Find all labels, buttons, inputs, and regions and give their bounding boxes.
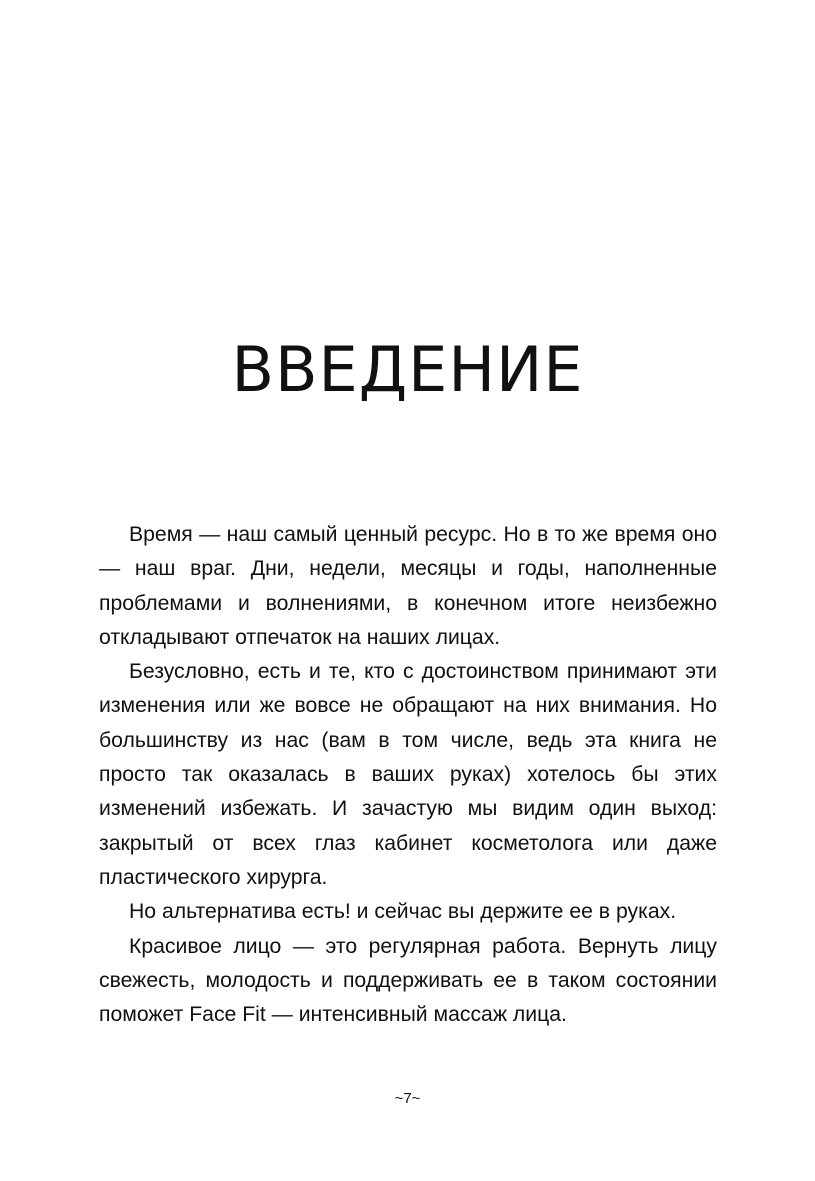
paragraph-4: Красивое лицо — это регулярная работа. Вернуть лицу свежесть, молодость и поддерживать ее в таком состоянии поможет Face Fit — интенсивный массаж лица. bbox=[99, 934, 717, 1027]
paragraph-2: Безусловно, есть и те, кто с достоинством принимают эти изменения или же вовсе не обращают на них внимания. Но большинству из нас (вам в том числе, ведь эта книга не просто так оказалась в ваших руках) хотелось бы этих изменений избежать. И зачастую мы видим один выход: закрытый от всех глаз кабинет косметолога или даже пластического хирурга. bbox=[99, 660, 717, 889]
paragraph-3: Но альтернатива есть! и сейчас вы держите ее в руках. bbox=[129, 900, 677, 924]
paragraph-1: Время — наш самый ценный ресурс. Но в то же время оно — наш враг. Дни, недели, месяцы и годы, наполненные проблемами и волнениями, в конечном итоге неизбежно откладывают отпечаток на наших лицах. bbox=[99, 523, 717, 649]
page-number: ~7~ bbox=[394, 1090, 421, 1107]
chapter-title: ВВЕДЕНИЕ bbox=[231, 333, 584, 406]
chapter-body bbox=[99, 518, 717, 1032]
